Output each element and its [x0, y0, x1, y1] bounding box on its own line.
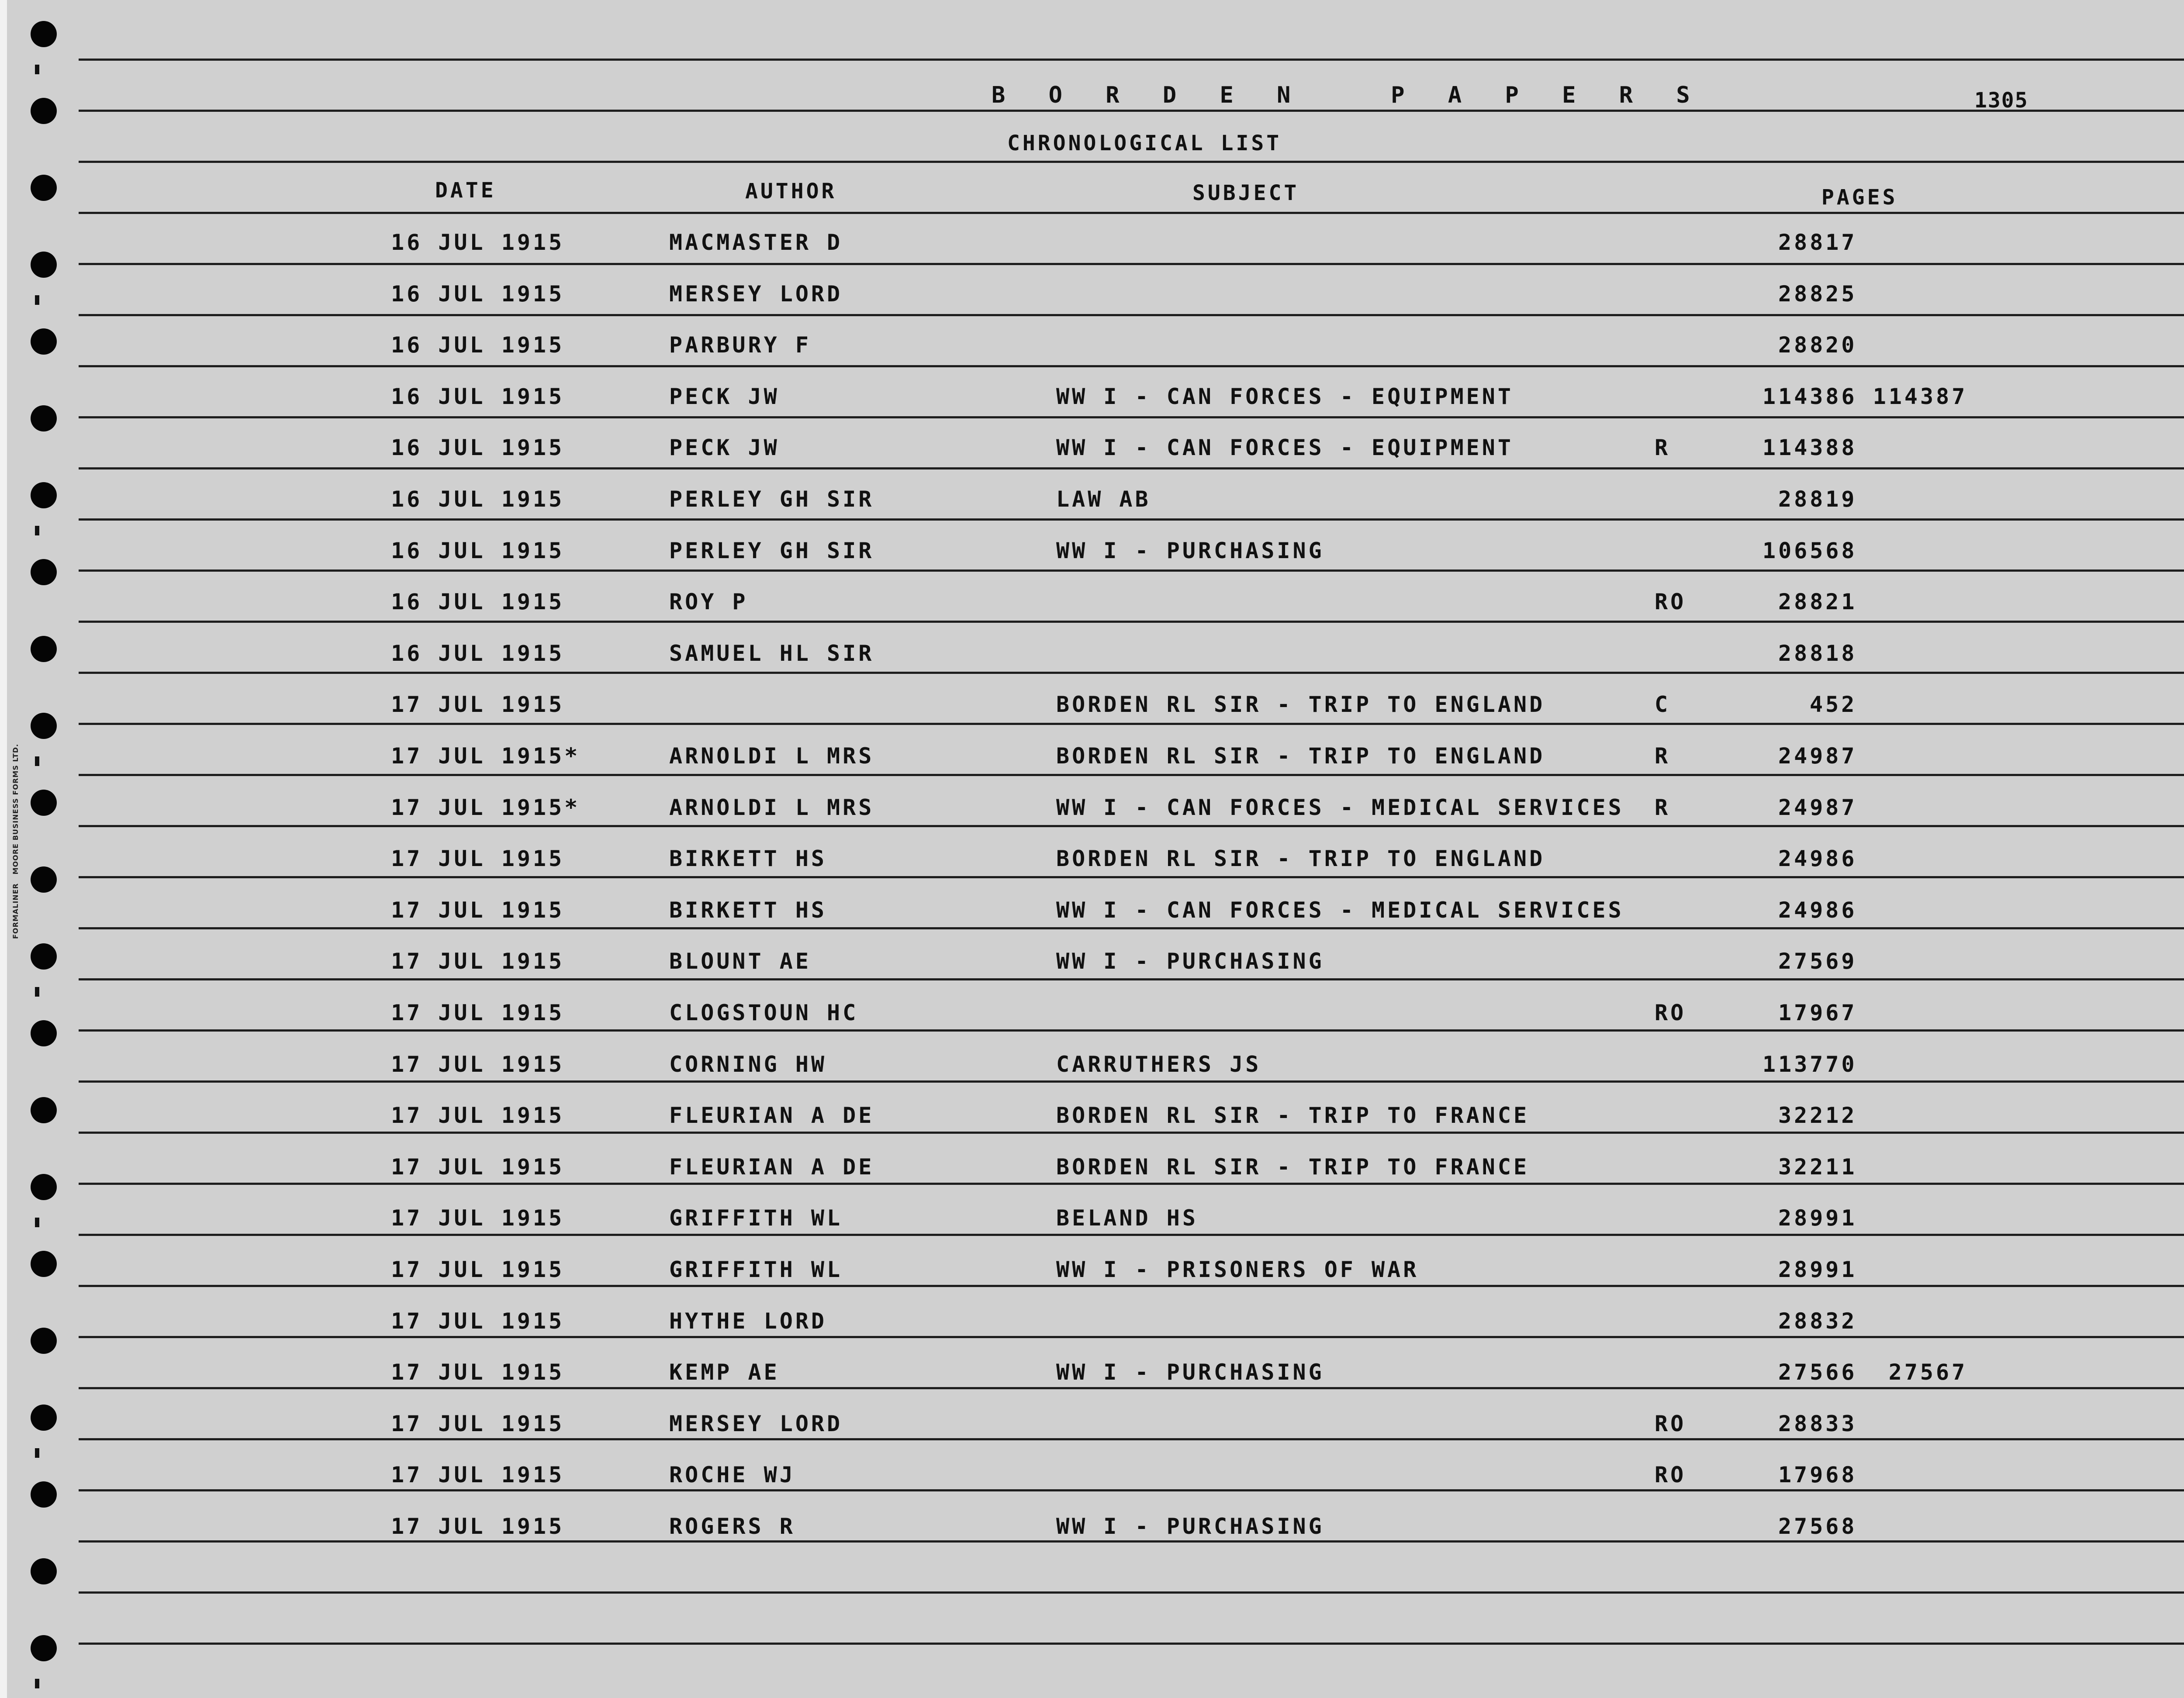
- row-pages: 32211: [1778, 1154, 1857, 1180]
- ruled-line: [79, 212, 2184, 214]
- row-author: ROY P: [669, 589, 748, 615]
- row-author: PERLEY GH SIR: [669, 487, 874, 512]
- feed-hole: [31, 1020, 57, 1046]
- perforation-mark: [35, 1218, 39, 1227]
- row-code: C: [1655, 692, 1671, 718]
- row-pages: 17968: [1778, 1462, 1857, 1488]
- row-subject: BORDEN RL SIR - TRIP TO ENGLAND: [1056, 743, 1545, 769]
- ruled-line: [79, 774, 2184, 776]
- row-pages: 27566 27567: [1778, 1360, 1968, 1385]
- row-pages: 28832: [1778, 1308, 1857, 1334]
- row-pages: 28821: [1778, 589, 1857, 615]
- row-code: RO: [1655, 589, 1686, 615]
- ruled-line: [79, 1387, 2184, 1389]
- ruled-line: [79, 1591, 2184, 1594]
- list-subtitle: CHRONOLOGICAL LIST: [1007, 131, 1282, 155]
- row-code: R: [1655, 435, 1671, 461]
- row-pages: 28820: [1778, 332, 1857, 358]
- row-pages: 27569: [1778, 949, 1857, 974]
- row-author: GRIFFITH WL: [669, 1205, 843, 1231]
- row-author: PECK JW: [669, 383, 780, 409]
- row-subject: WW I - CAN FORCES - MEDICAL SERVICES: [1056, 794, 1624, 820]
- row-subject: WW I - PURCHASING: [1056, 1514, 1324, 1539]
- row-author: PERLEY GH SIR: [669, 538, 874, 563]
- feed-hole: [31, 1635, 57, 1661]
- row-pages: 113770: [1762, 1051, 1857, 1077]
- ruled-line: [79, 263, 2184, 265]
- ruled-line: [79, 1029, 2184, 1032]
- row-date: 17 JUL 1915: [391, 1154, 565, 1180]
- row-code: R: [1655, 794, 1671, 820]
- row-subject: WW I - PRISONERS OF WAR: [1056, 1257, 1419, 1282]
- row-code: RO: [1655, 1462, 1686, 1488]
- feed-hole: [31, 866, 57, 893]
- ruled-line: [79, 569, 2184, 572]
- feed-hole: [31, 1558, 57, 1584]
- column-header-author: AUTHOR: [745, 179, 837, 204]
- perforation-mark: [35, 987, 39, 997]
- ruled-line: [79, 1183, 2184, 1185]
- row-pages: 24986: [1778, 846, 1857, 872]
- page-number: 1305: [1974, 88, 2028, 113]
- row-date: 16 JUL 1915: [391, 332, 565, 358]
- feed-hole: [31, 1481, 57, 1508]
- ruled-line: [79, 365, 2184, 367]
- row-date: 17 JUL 1915: [391, 692, 565, 718]
- row-author: ARNOLDI L MRS: [669, 743, 874, 769]
- ruled-line: [79, 1132, 2184, 1134]
- feed-hole: [31, 790, 57, 816]
- row-code: RO: [1655, 1000, 1686, 1025]
- ruled-line: [79, 161, 2184, 163]
- row-pages: 24986: [1778, 897, 1857, 923]
- ruled-line: [79, 59, 2184, 61]
- row-author: BIRKETT HS: [669, 897, 827, 923]
- row-author: SAMUEL HL SIR: [669, 640, 874, 666]
- row-author: ROCHE WJ: [669, 1462, 795, 1488]
- row-date: 16 JUL 1915: [391, 640, 565, 666]
- ruled-line: [79, 1336, 2184, 1338]
- ruled-line: [79, 1234, 2184, 1236]
- ruled-line: [79, 723, 2184, 725]
- ruled-line: [79, 518, 2184, 521]
- row-subject: BELAND HS: [1056, 1205, 1198, 1231]
- ruled-line: [79, 825, 2184, 827]
- row-date: 16 JUL 1915: [391, 383, 565, 409]
- row-subject: CARRUTHERS JS: [1056, 1051, 1261, 1077]
- perforation-mark: [35, 1679, 39, 1688]
- perforation-mark: [35, 65, 39, 74]
- row-subject: BORDEN RL SIR - TRIP TO ENGLAND: [1056, 692, 1545, 718]
- row-code: R: [1655, 743, 1671, 769]
- ruled-line: [79, 927, 2184, 929]
- row-date: 16 JUL 1915: [391, 281, 565, 307]
- ruled-line: [79, 876, 2184, 878]
- row-date: 17 JUL 1915: [391, 949, 565, 974]
- row-pages: 28819: [1778, 487, 1857, 512]
- row-pages: 27568: [1778, 1514, 1857, 1539]
- feed-hole: [31, 405, 57, 431]
- row-date: 17 JUL 1915: [391, 1462, 565, 1488]
- feed-hole: [31, 98, 57, 124]
- ruled-line: [79, 1540, 2184, 1543]
- row-subject: BORDEN RL SIR - TRIP TO FRANCE: [1056, 1154, 1530, 1180]
- row-pages: 24987: [1778, 794, 1857, 820]
- row-date: 17 JUL 1915*: [391, 794, 581, 820]
- feed-hole: [31, 713, 57, 739]
- ruled-line: [79, 1643, 2184, 1645]
- column-header-date: DATE: [435, 178, 496, 203]
- row-author: MACMASTER D: [669, 230, 843, 255]
- row-subject: WW I - PURCHASING: [1056, 949, 1324, 974]
- row-pages: 28833: [1778, 1411, 1857, 1436]
- row-subject: BORDEN RL SIR - TRIP TO ENGLAND: [1056, 846, 1545, 872]
- row-subject: WW I - PURCHASING: [1056, 538, 1324, 563]
- row-date: 17 JUL 1915: [391, 846, 565, 872]
- ruled-line: [79, 1438, 2184, 1440]
- ruled-line: [79, 1285, 2184, 1287]
- row-date: 17 JUL 1915: [391, 1000, 565, 1025]
- row-date: 17 JUL 1915: [391, 1257, 565, 1282]
- row-pages: 452: [1810, 692, 1857, 718]
- column-header-pages: PAGES: [1821, 185, 1898, 210]
- row-pages: 114388: [1762, 435, 1857, 461]
- feed-hole: [31, 21, 57, 47]
- row-subject: WW I - CAN FORCES - MEDICAL SERVICES: [1056, 897, 1624, 923]
- perforation-mark: [35, 526, 39, 535]
- row-author: MERSEY LORD: [669, 1411, 843, 1436]
- feed-hole: [31, 943, 57, 970]
- row-subject: WW I - CAN FORCES - EQUIPMENT: [1056, 435, 1514, 461]
- row-date: 17 JUL 1915*: [391, 743, 581, 769]
- ruled-line: [79, 314, 2184, 316]
- feed-hole: [31, 175, 57, 201]
- feed-hole: [31, 559, 57, 585]
- row-author: KEMP AE: [669, 1360, 780, 1385]
- row-date: 16 JUL 1915: [391, 435, 565, 461]
- row-date: 17 JUL 1915: [391, 1360, 565, 1385]
- row-date: 17 JUL 1915: [391, 897, 565, 923]
- feed-hole: [31, 1174, 57, 1200]
- row-date: 17 JUL 1915: [391, 1514, 565, 1539]
- row-code: RO: [1655, 1411, 1686, 1436]
- feed-hole: [31, 1251, 57, 1277]
- row-pages: 24987: [1778, 743, 1857, 769]
- row-author: BIRKETT HS: [669, 846, 827, 872]
- row-pages: 28825: [1778, 281, 1857, 307]
- row-date: 17 JUL 1915: [391, 1308, 565, 1334]
- row-date: 16 JUL 1915: [391, 487, 565, 512]
- row-date: 16 JUL 1915: [391, 538, 565, 563]
- feed-hole: [31, 1097, 57, 1123]
- row-pages: 17967: [1778, 1000, 1857, 1025]
- row-author: BLOUNT AE: [669, 949, 811, 974]
- row-author: GRIFFITH WL: [669, 1257, 843, 1282]
- row-pages: 28991: [1778, 1257, 1857, 1282]
- feed-hole: [31, 328, 57, 355]
- row-date: 17 JUL 1915: [391, 1103, 565, 1129]
- ruled-line: [79, 1489, 2184, 1491]
- ruled-line: [79, 672, 2184, 674]
- feed-hole: [31, 1405, 57, 1431]
- left-paper-edge: [0, 0, 7, 1698]
- feed-hole: [31, 482, 57, 508]
- ruled-line: [79, 467, 2184, 469]
- feed-hole: [31, 1328, 57, 1354]
- row-date: 17 JUL 1915: [391, 1051, 565, 1077]
- row-author: FLEURIAN A DE: [669, 1154, 874, 1180]
- row-pages: 32212: [1778, 1103, 1857, 1129]
- ruled-line: [79, 1080, 2184, 1083]
- form-imprint: FORMALINER MOORE BUSINESS FORMS LTD.: [11, 743, 20, 939]
- row-author: CORNING HW: [669, 1051, 827, 1077]
- row-pages: 114386 114387: [1762, 383, 1968, 409]
- ruled-line: [79, 110, 2184, 112]
- row-subject: WW I - PURCHASING: [1056, 1360, 1324, 1385]
- row-author: ROGERS R: [669, 1514, 795, 1539]
- feed-hole: [31, 636, 57, 662]
- row-date: 16 JUL 1915: [391, 589, 565, 615]
- row-author: MERSEY LORD: [669, 281, 843, 307]
- row-subject: BORDEN RL SIR - TRIP TO FRANCE: [1056, 1103, 1530, 1129]
- row-author: FLEURIAN A DE: [669, 1103, 874, 1129]
- row-author: PECK JW: [669, 435, 780, 461]
- row-date: 17 JUL 1915: [391, 1205, 565, 1231]
- column-header-subject: SUBJECT: [1192, 181, 1299, 205]
- document-title: B O R D E N P A P E R S: [992, 82, 1705, 108]
- ruled-line: [79, 978, 2184, 980]
- ruled-line: [79, 416, 2184, 418]
- perforation-mark: [35, 756, 39, 766]
- row-pages: 28818: [1778, 640, 1857, 666]
- ruled-line: [79, 621, 2184, 623]
- row-subject: LAW AB: [1056, 487, 1151, 512]
- row-author: PARBURY F: [669, 332, 811, 358]
- row-pages: 28817: [1778, 230, 1857, 255]
- row-author: HYTHE LORD: [669, 1308, 827, 1334]
- row-pages: 106568: [1762, 538, 1857, 563]
- row-date: 16 JUL 1915: [391, 230, 565, 255]
- feed-hole: [31, 252, 57, 278]
- row-date: 17 JUL 1915: [391, 1411, 565, 1436]
- row-author: CLOGSTOUN HC: [669, 1000, 859, 1025]
- row-author: ARNOLDI L MRS: [669, 794, 874, 820]
- row-subject: WW I - CAN FORCES - EQUIPMENT: [1056, 383, 1514, 409]
- perforation-mark: [35, 1448, 39, 1458]
- row-pages: 28991: [1778, 1205, 1857, 1231]
- perforation-mark: [35, 295, 39, 305]
